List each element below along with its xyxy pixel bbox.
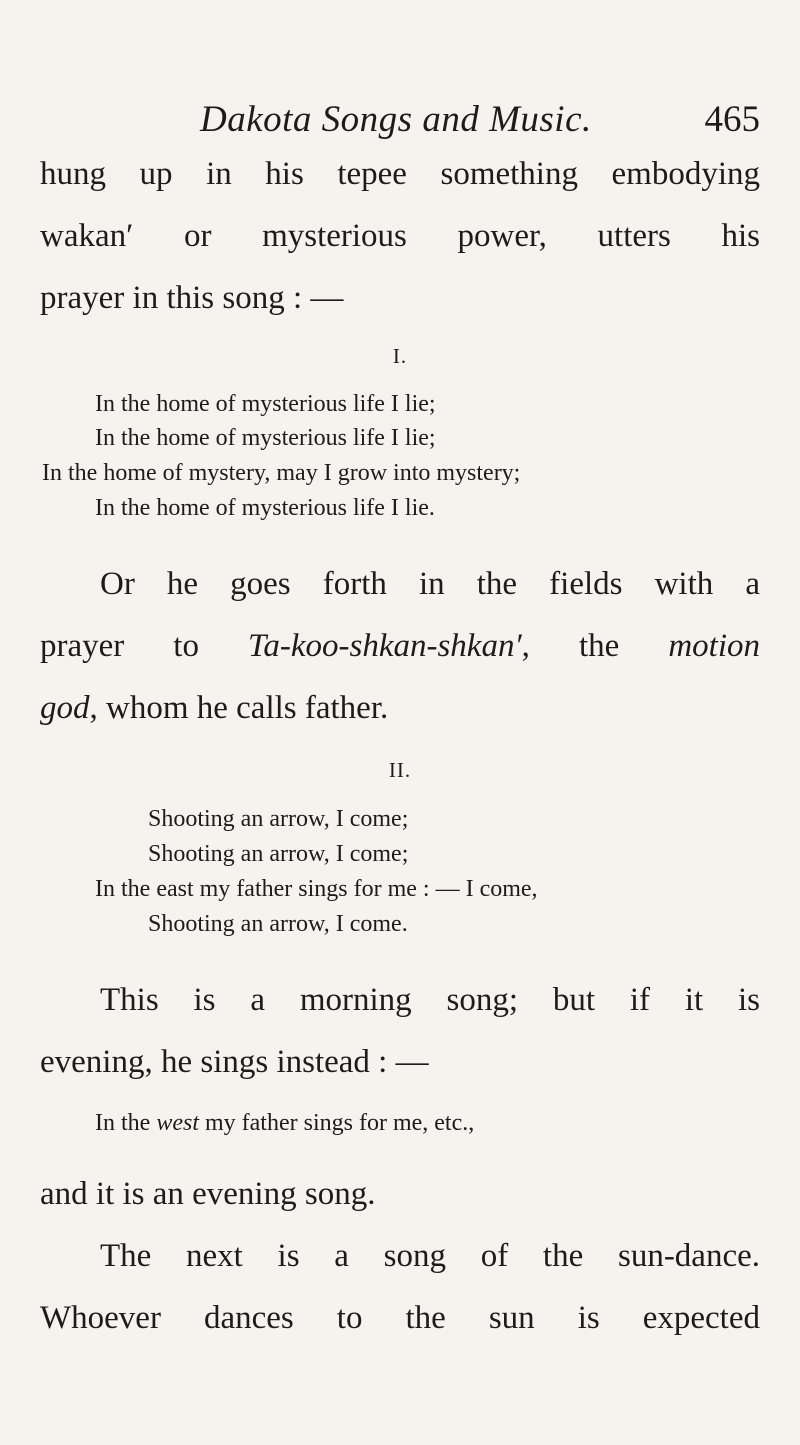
text-run: , the — [521, 628, 669, 664]
page-number: 465 — [704, 99, 760, 140]
verse-line: In the home of mystery, may I grow into mystery; — [42, 460, 521, 486]
running-title: Dakota Songs and Music. — [200, 99, 592, 140]
text-run: In the — [95, 1110, 157, 1136]
verse-line: Shooting an arrow, I come; — [148, 841, 409, 867]
text-run: prayer to — [40, 628, 249, 664]
paragraph-4 — [40, 1178, 760, 1211]
verse-line: In the home of mysterious life I lie; — [95, 425, 436, 451]
paragraph-5-line-1 — [100, 1240, 760, 1273]
text-run: , whom he calls father. — [89, 690, 389, 726]
song-numeral-2: II. — [388, 758, 412, 782]
paragraph-1-line-3 — [40, 282, 760, 315]
paragraph-5-line-2 — [40, 1302, 760, 1335]
verse-line: Shooting an arrow, I come; — [148, 806, 409, 832]
paragraph-1-line-2 — [40, 220, 760, 253]
deity-name: Ta-koo-shkan-shkan′ — [248, 628, 522, 664]
italic-term: west — [156, 1110, 199, 1136]
paragraph-2-line-3 — [40, 692, 760, 725]
paragraph-3-line-2 — [40, 1046, 760, 1079]
paragraph-line: This is a morning song; but if it is — [100, 982, 760, 1018]
paragraph-line: Or he goes forth in the fields with a — [100, 566, 760, 602]
italic-term: god — [40, 690, 90, 726]
paragraph-line: and it is an evening song. — [40, 1176, 376, 1212]
italic-term: motion — [668, 628, 760, 664]
running-header — [200, 98, 760, 154]
paragraph-line — [40, 630, 760, 663]
paragraph-line: wakan′ or mysterious power, utters his — [40, 218, 760, 254]
paragraph-line: The next is a song of the sun-dance. — [100, 1238, 760, 1274]
paragraph-line: hung up in his tepee something embodying — [40, 156, 760, 192]
variant-verse-line — [95, 1111, 474, 1135]
verse-line: In the home of mysterious life I lie; — [95, 391, 436, 417]
paragraph-line: evening, he sings instead : — — [40, 1044, 429, 1080]
song-numeral-1: I. — [392, 344, 408, 368]
verse-line: In the home of mysterious life I lie. — [95, 495, 435, 521]
verse-line: In the east my father sings for me : — I come, — [95, 876, 538, 902]
verse-line: Shooting an arrow, I come. — [148, 911, 408, 937]
paragraph-line — [40, 692, 760, 725]
paragraph-2-line-1 — [100, 568, 760, 601]
paragraph-3-line-1 — [100, 984, 760, 1017]
paragraph-2-line-2 — [40, 630, 760, 663]
text-run: my father sings for me, etc., — [198, 1110, 475, 1136]
paragraph-line: prayer in this song : — — [40, 280, 344, 316]
paragraph-1 — [40, 158, 760, 191]
paragraph-line: Whoever dances to the sun is expected — [40, 1300, 760, 1336]
